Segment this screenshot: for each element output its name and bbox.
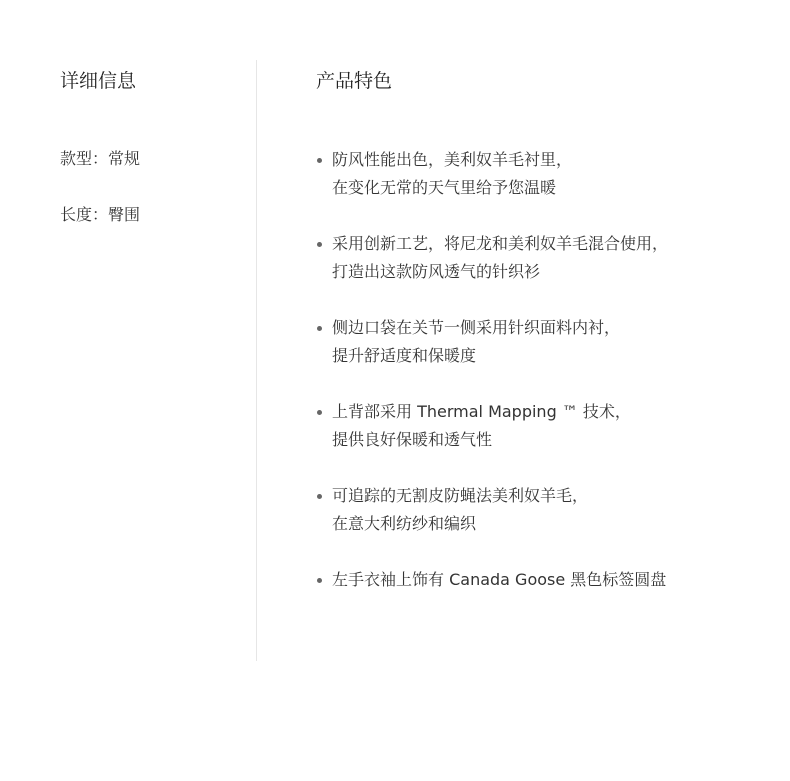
vertical-divider	[256, 60, 257, 661]
feature-line: 提供良好保暖和透气性	[332, 430, 493, 449]
spec-length	[60, 202, 140, 258]
bullet-icon	[317, 410, 322, 415]
feature-line: 采用创新工艺，将尼龙和美利奴羊毛混合使用，	[332, 234, 669, 253]
feature-item	[316, 482, 756, 538]
bullet-icon	[317, 494, 322, 499]
features-heading: 产品特色	[316, 70, 393, 92]
feature-line: 提升舒适度和保暖度	[332, 346, 477, 365]
spec-length-value: 臀围	[108, 205, 141, 224]
details-section	[60, 66, 240, 224]
bullet-icon	[317, 578, 322, 583]
feature-line: 左手衣袖上饰有 Canada Goose 黑色标签圆盘	[332, 570, 667, 589]
feature-item	[316, 146, 756, 202]
feature-item	[316, 566, 756, 594]
features-section	[316, 66, 756, 589]
feature-line: 在变化无常的天气里给予您温暖	[332, 178, 557, 197]
feature-item	[316, 314, 756, 370]
spec-fit-label: 款型：	[60, 149, 109, 168]
spec-fit-value: 常规	[108, 149, 141, 168]
feature-line: 防风性能出色，美利奴羊毛衬里，	[332, 150, 573, 169]
feature-line: 在意大利纺纱和编织	[332, 514, 477, 533]
feature-line: 侧边口袋在关节一侧采用针织面料内衬，	[332, 318, 621, 337]
bullet-icon	[317, 326, 322, 331]
bullet-icon	[317, 242, 322, 247]
spec-fit	[60, 146, 140, 202]
feature-item	[316, 398, 756, 454]
feature-line: 打造出这款防风透气的针织衫	[332, 262, 541, 281]
spec-list	[60, 146, 140, 258]
feature-list	[316, 146, 756, 622]
feature-line: 上背部采用 Thermal Mapping ™ 技术，	[332, 402, 631, 421]
spec-length-label: 长度：	[60, 205, 109, 224]
feature-item	[316, 230, 756, 286]
bullet-icon	[317, 158, 322, 163]
details-heading: 详细信息	[60, 70, 137, 92]
feature-line: 可追踪的无割皮防蝇法美利奴羊毛，	[332, 486, 589, 505]
